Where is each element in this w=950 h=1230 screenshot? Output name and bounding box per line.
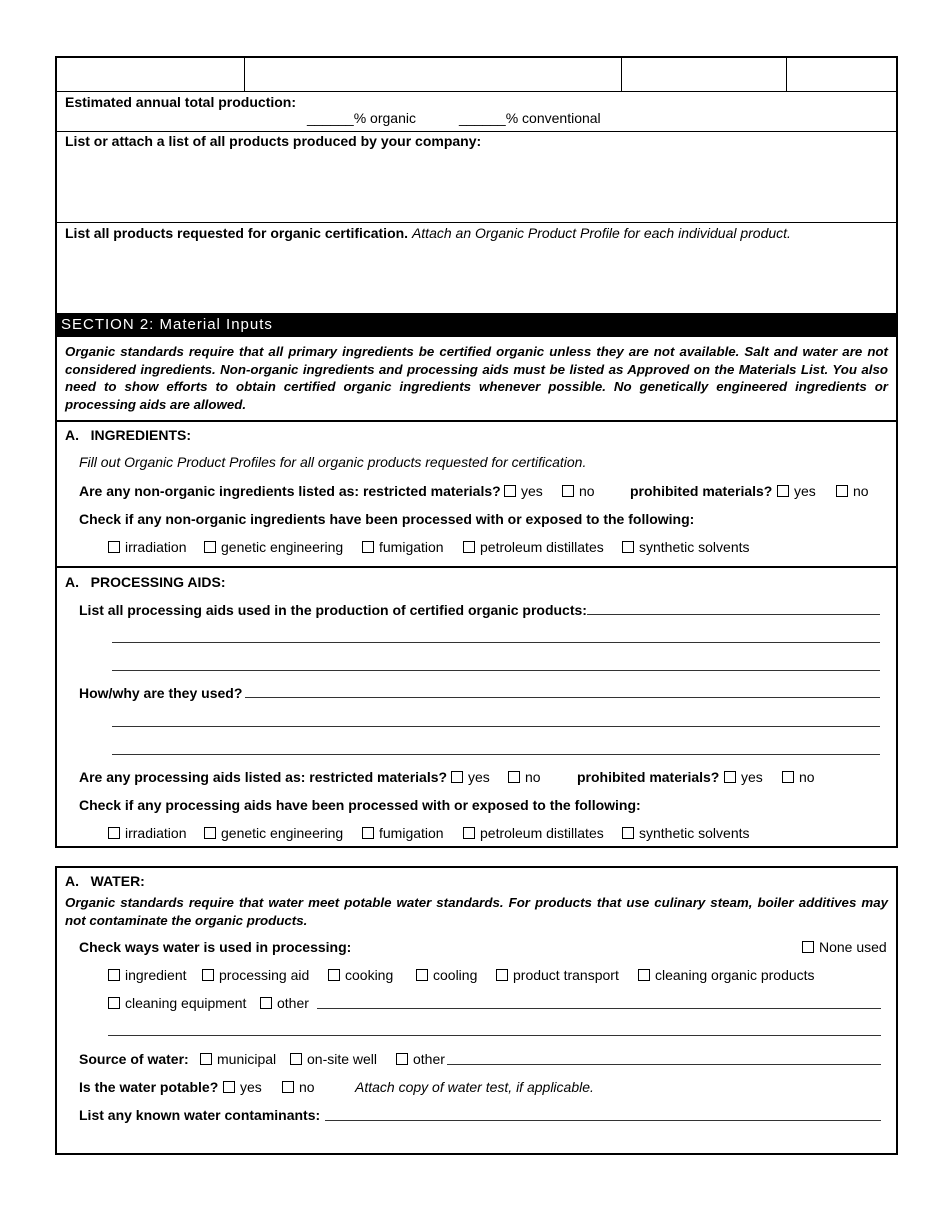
checkbox[interactable] [260, 997, 272, 1009]
water-use-other-line-2[interactable] [108, 1035, 881, 1036]
checkbox[interactable] [802, 941, 814, 953]
processing-aids-exposure-genetic-engineering[interactable]: genetic engineering [204, 825, 343, 841]
ingredients-prohibited-yes[interactable]: yes [777, 483, 816, 499]
water-contaminants-field[interactable] [325, 1120, 881, 1121]
checkbox[interactable] [496, 969, 508, 981]
checkbox[interactable] [108, 541, 120, 553]
water-potable-no[interactable]: no [282, 1079, 315, 1095]
checkbox[interactable] [362, 541, 374, 553]
water-use-other-field[interactable] [317, 1008, 881, 1009]
checkbox[interactable] [204, 827, 216, 839]
water-use-cooking[interactable]: cooking [328, 967, 393, 983]
processing-aids-prohibited-question: prohibited materials? [577, 769, 720, 785]
checkbox[interactable] [108, 827, 120, 839]
processing-aids-list-field[interactable] [587, 614, 880, 615]
checkbox[interactable] [200, 1053, 212, 1065]
checkbox[interactable] [204, 541, 216, 553]
water-use-cooling[interactable]: cooling [416, 967, 477, 983]
checkbox[interactable] [463, 541, 475, 553]
checkbox[interactable] [202, 969, 214, 981]
processing-aids-howwhy-field[interactable] [245, 697, 880, 698]
processing-aids-list-question: List all processing aids used in the production of certified organic products: [79, 602, 587, 618]
processing-aids-howwhy-line-2[interactable] [112, 726, 880, 727]
water-potable-yes[interactable]: yes [223, 1079, 262, 1095]
organic-percent-field[interactable]: ______% organic [307, 110, 416, 126]
water-source-municipal[interactable]: municipal [200, 1051, 276, 1067]
water-use-ingredient[interactable]: ingredient [108, 967, 187, 983]
water-use-processing-aid[interactable]: processing aid [202, 967, 309, 983]
water-uses-question: Check ways water is used in processing: [79, 939, 352, 955]
checkbox[interactable] [463, 827, 475, 839]
processing-aids-exposed-question: Check if any processing aids have been processed with or exposed to the following: [79, 797, 641, 813]
processing-aids-heading: A. PROCESSING AIDS: [65, 574, 226, 590]
processing-aids-list-line-2[interactable] [112, 642, 880, 643]
processing-aids-exposure-petroleum-distillates[interactable]: petroleum distillates [463, 825, 604, 841]
checkbox[interactable] [724, 771, 736, 783]
checkbox[interactable] [108, 969, 120, 981]
checkbox[interactable] [290, 1053, 302, 1065]
table-divider [56, 222, 897, 223]
ingredients-prohibited-no[interactable]: no [836, 483, 869, 499]
checkbox[interactable] [451, 771, 463, 783]
water-heading: A. WATER: [65, 873, 145, 889]
ingredients-exposure-synthetic-solvents[interactable]: synthetic solvents [622, 539, 750, 555]
water-source-other[interactable]: other [396, 1051, 445, 1067]
ingredients-restricted-yes[interactable]: yes [504, 483, 543, 499]
section-divider [56, 420, 897, 422]
water-none-used[interactable]: None used [802, 939, 887, 955]
production-label: Estimated annual total production: [65, 94, 297, 110]
water-use-cleaning-organic-products[interactable]: cleaning organic products [638, 967, 815, 983]
checkbox[interactable] [328, 969, 340, 981]
water-intro: Organic standards require that water meet potable water standards. For products that use culinary steam, boiler additives may not contaminate the organic products. [65, 895, 888, 928]
table-divider [786, 57, 787, 91]
checkbox[interactable] [396, 1053, 408, 1065]
conventional-percent-field[interactable]: ______% conventional [459, 110, 601, 126]
table-divider [621, 57, 622, 91]
water-use-other[interactable]: other [260, 995, 309, 1011]
checkbox[interactable] [622, 541, 634, 553]
checkbox[interactable] [108, 997, 120, 1009]
cert-products-label: List all products requested for organic certification. [65, 225, 409, 241]
processing-aids-list-line-3[interactable] [112, 670, 880, 671]
processing-aids-exposure-irradiation[interactable]: irradiation [108, 825, 186, 841]
processing-aids-prohibited-yes[interactable]: yes [724, 769, 763, 785]
ingredients-exposure-irradiation[interactable]: irradiation [108, 539, 186, 555]
list-products-label: List or attach a list of all products produced by your company: [65, 133, 482, 149]
water-potable-note: Attach copy of water test, if applicable. [355, 1079, 594, 1095]
ingredients-exposure-genetic-engineering[interactable]: genetic engineering [204, 539, 343, 555]
processing-aids-exposure-synthetic-solvents[interactable]: synthetic solvents [622, 825, 750, 841]
checkbox[interactable] [508, 771, 520, 783]
ingredients-restricted-no[interactable]: no [562, 483, 595, 499]
processing-aids-restricted-yes[interactable]: yes [451, 769, 490, 785]
processing-aids-restricted-question: Are any processing aids listed as: restricted materials? [79, 769, 448, 785]
ingredients-exposure-fumigation[interactable]: fumigation [362, 539, 444, 555]
water-use-cleaning-equipment[interactable]: cleaning equipment [108, 995, 246, 1011]
processing-aids-restricted-no[interactable]: no [508, 769, 541, 785]
checkbox[interactable] [638, 969, 650, 981]
water-potable-question: Is the water potable? [79, 1079, 219, 1095]
ingredients-restricted-question: Are any non-organic ingredients listed as: restricted materials? [79, 483, 501, 499]
processing-aids-exposure-fumigation[interactable]: fumigation [362, 825, 444, 841]
checkbox[interactable] [416, 969, 428, 981]
water-source-other-field[interactable] [447, 1064, 881, 1065]
checkbox[interactable] [777, 485, 789, 497]
checkbox[interactable] [782, 771, 794, 783]
checkbox[interactable] [504, 485, 516, 497]
ingredients-exposure-petroleum-distillates[interactable]: petroleum distillates [463, 539, 604, 555]
table-divider [244, 57, 245, 91]
water-contaminants-label: List any known water contaminants: [79, 1107, 321, 1123]
checkbox[interactable] [282, 1081, 294, 1093]
checkbox[interactable] [223, 1081, 235, 1093]
table-divider [56, 91, 897, 92]
processing-aids-howwhy-question: How/why are they used? [79, 685, 243, 701]
ingredients-exposed-question: Check if any non-organic ingredients have been processed with or exposed to the following: [79, 511, 695, 527]
checkbox[interactable] [562, 485, 574, 497]
cert-products-line [65, 225, 791, 241]
section-2-intro: Organic standards require that all primary ingredients be certified organic unless they are not available. Salt and water are not considered ingredients. Non-organic ingredients and processing aids must be listed as Approved on the Materials List. You also need to show efforts to obtain certified organic ingredients whenever possible. No genetically engineered ingredients or processing aids are allowed. [65, 344, 888, 412]
water-source-label: Source of water: [79, 1051, 189, 1067]
cert-products-note: Attach an Organic Product Profile for each individual product. [411, 225, 791, 241]
checkbox[interactable] [836, 485, 848, 497]
ingredients-prohibited-question: prohibited materials? [630, 483, 773, 499]
checkbox[interactable] [362, 827, 374, 839]
checkbox[interactable] [622, 827, 634, 839]
water-use-product-transport[interactable]: product transport [496, 967, 619, 983]
processing-aids-prohibited-no[interactable]: no [782, 769, 815, 785]
water-source-on-site-well[interactable]: on-site well [290, 1051, 377, 1067]
table-divider [56, 131, 897, 132]
processing-aids-howwhy-line-3[interactable] [112, 754, 880, 755]
section-2-header: SECTION 2: Material Inputs [55, 313, 898, 337]
ingredients-note: Fill out Organic Product Profiles for all organic products requested for certification. [79, 454, 587, 470]
section-divider [56, 566, 897, 568]
ingredients-heading: A. INGREDIENTS: [65, 427, 192, 443]
